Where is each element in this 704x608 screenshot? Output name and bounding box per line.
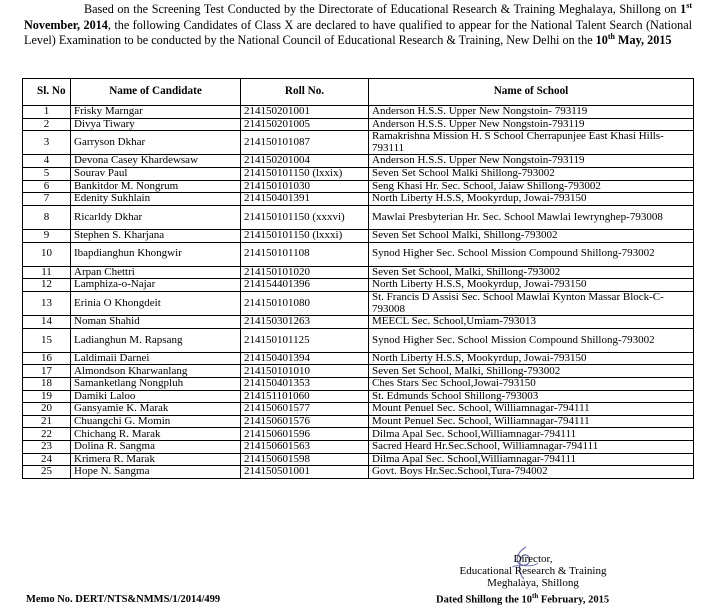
cell-school: Mawlai Presbyterian Hr. Sec. School Mawlai Iewrynghep-793008 <box>369 205 694 229</box>
cell-school: Anderson H.S.S. Upper New Nongstoin-793119 <box>369 118 694 131</box>
cell-roll: 214150601598 <box>241 453 369 466</box>
table-row <box>23 131 694 155</box>
intro-text-1: Based on the Screening Test Conducted by the Directorate of Educational Research & Training Meghalaya, Shillong on <box>84 2 681 16</box>
cell-school: Seven Set School Malki Shillong-793002 <box>369 167 694 180</box>
cell-roll: 214150201001 <box>241 106 369 119</box>
table-body <box>23 106 694 479</box>
cell-name: Gansyamie K. Marak <box>71 403 241 416</box>
cell-sl: 8 <box>23 205 71 229</box>
cell-school: Synod Higher Sec. School Mission Compound Shillong-793002 <box>369 242 694 266</box>
cell-roll: 214150401391 <box>241 193 369 206</box>
dated-sup: th <box>531 592 539 600</box>
header-roll-no: Roll No. <box>241 79 369 106</box>
cell-roll: 214150601577 <box>241 403 369 416</box>
cell-sl: 19 <box>23 390 71 403</box>
table-row <box>23 390 694 403</box>
table-row <box>23 193 694 206</box>
cell-roll: 214150101150 (lxxxi) <box>241 229 369 242</box>
intro-date2-rest: May, 2015 <box>614 33 672 47</box>
cell-sl: 10 <box>23 242 71 266</box>
cell-sl: 21 <box>23 415 71 428</box>
cell-sl: 25 <box>23 466 71 479</box>
table-row <box>23 403 694 416</box>
cell-roll: 214150101087 <box>241 131 369 155</box>
table-row <box>23 118 694 131</box>
table-header-row <box>23 79 694 106</box>
cell-name: Sourav Paul <box>71 167 241 180</box>
header-candidate-name: Name of Candidate <box>71 79 241 106</box>
intro-date1-sup: st <box>686 0 692 10</box>
cell-roll: 214150301263 <box>241 316 369 329</box>
cell-sl: 11 <box>23 266 71 279</box>
table-row <box>23 415 694 428</box>
cell-name: Dolina R. Sangma <box>71 441 241 454</box>
header-sl-no: Sl. No <box>23 79 71 106</box>
cell-name: Edenity Sukhlain <box>71 193 241 206</box>
cell-sl: 14 <box>23 316 71 329</box>
cell-name: Bankitdor M. Nongrum <box>71 180 241 193</box>
cell-roll: 214150101080 <box>241 291 369 315</box>
cell-roll: 214150101010 <box>241 365 369 378</box>
cell-sl: 3 <box>23 131 71 155</box>
cell-school: St. Francis D Assisi Sec. School Mawlai Kynton Massar Block-C-793008 <box>369 291 694 315</box>
table-row <box>23 242 694 266</box>
cell-school: Dilma Apal Sec. School,Williamnagar-794111 <box>369 428 694 441</box>
cell-roll: 214150601596 <box>241 428 369 441</box>
cell-name: Laldimaii Darnei <box>71 352 241 365</box>
table-row <box>23 106 694 119</box>
cell-sl: 18 <box>23 378 71 391</box>
table-row <box>23 229 694 242</box>
cell-name: Divya Tiwary <box>71 118 241 131</box>
cell-roll: 214150101125 <box>241 328 369 352</box>
cell-sl: 5 <box>23 167 71 180</box>
dated-pre: Dated Shillong the 10 <box>436 594 532 606</box>
cell-sl: 15 <box>23 328 71 352</box>
cell-name: Lamphiza-o-Najar <box>71 279 241 292</box>
table-row <box>23 466 694 479</box>
table-row <box>23 428 694 441</box>
cell-name: Hope N. Sangma <box>71 466 241 479</box>
cell-school: Synod Higher Sec. School Mission Compound Shillong-793002 <box>369 328 694 352</box>
cell-school: Ramakrishna Mission H. S School Cherrapunjee East Khasi Hills-793111 <box>369 131 694 155</box>
cell-roll: 214150601563 <box>241 441 369 454</box>
cell-school: Sacred Heard Hr.Sec.School, Williamnagar-794111 <box>369 441 694 454</box>
table-row <box>23 378 694 391</box>
cell-school: North Liberty H.S.S, Mookyrdup, Jowai-793150 <box>369 279 694 292</box>
cell-school: Govt. Boys Hr.Sec.School,Tura-794002 <box>369 466 694 479</box>
cell-school: Mount Penuel Sec. School, Williamnagar-794111 <box>369 403 694 416</box>
cell-sl: 6 <box>23 180 71 193</box>
cell-name: Arpan Chettri <box>71 266 241 279</box>
cell-name: Ibapdianghun Khongwir <box>71 242 241 266</box>
cell-roll: 214150101030 <box>241 180 369 193</box>
table-row <box>23 453 694 466</box>
cell-name: Stephen S. Kharjana <box>71 229 241 242</box>
cell-roll: 214150501001 <box>241 466 369 479</box>
cell-school: Seven Set School, Malki, Shillong-793002 <box>369 365 694 378</box>
cell-sl: 20 <box>23 403 71 416</box>
cell-sl: 2 <box>23 118 71 131</box>
cell-school: Anderson H.S.S. Upper New Nongstoin-793119 <box>369 155 694 168</box>
table-row <box>23 328 694 352</box>
cell-name: Garryson Dkhar <box>71 131 241 155</box>
table-row <box>23 365 694 378</box>
cell-name: Ricarldy Dkhar <box>71 205 241 229</box>
table-row <box>23 167 694 180</box>
cell-sl: 24 <box>23 453 71 466</box>
intro-date2-sup: th <box>607 31 615 41</box>
cell-school: St. Edmunds School Shillong-793003 <box>369 390 694 403</box>
cell-roll: 214150401353 <box>241 378 369 391</box>
cell-school: Dilma Apal Sec. School,Williamnagar-794111 <box>369 453 694 466</box>
cell-roll: 214150101150 (lxxix) <box>241 167 369 180</box>
cell-roll: 214150101150 (xxxvi) <box>241 205 369 229</box>
cell-roll: 214150401394 <box>241 352 369 365</box>
cell-sl: 22 <box>23 428 71 441</box>
cell-sl: 23 <box>23 441 71 454</box>
cell-name: Devona Casey Khardewsaw <box>71 155 241 168</box>
table-row <box>23 205 694 229</box>
signature-block <box>448 553 618 589</box>
table-row <box>23 352 694 365</box>
cell-roll: 214151101060 <box>241 390 369 403</box>
cell-sl: 16 <box>23 352 71 365</box>
cell-school: Seng Khasi Hr. Sec. School, Jaiaw Shillong-793002 <box>369 180 694 193</box>
cell-name: Noman Shahid <box>71 316 241 329</box>
signature-line-1: Director, <box>513 553 553 565</box>
cell-name: Chichang R. Marak <box>71 428 241 441</box>
cell-school: North Liberty H.S.S, Mookyrdup, Jowai-793150 <box>369 193 694 206</box>
cell-school: Mount Penuel Sec. School, Williamnagar-794111 <box>369 415 694 428</box>
cell-roll: 214150101020 <box>241 266 369 279</box>
cell-sl: 1 <box>23 106 71 119</box>
cell-roll: 214150201004 <box>241 155 369 168</box>
table-row <box>23 316 694 329</box>
candidates-table <box>22 78 694 479</box>
table-row <box>23 155 694 168</box>
cell-school: North Liberty H.S.S, Mookyrdup, Jowai-793150 <box>369 352 694 365</box>
table-row <box>23 441 694 454</box>
cell-roll: 214154401396 <box>241 279 369 292</box>
cell-name: Ladianghun M. Rapsang <box>71 328 241 352</box>
cell-name: Erinia O Khongdeit <box>71 291 241 315</box>
cell-sl: 13 <box>23 291 71 315</box>
table-row <box>23 180 694 193</box>
intro-text-2: , the following Candidates of Class X are declared to have qualified to appear for the National Talent Search (National Level) Examination to be conducted by the National Council of Educational Research & Training, New Delhi on the <box>24 17 692 47</box>
dated-line <box>436 592 609 606</box>
cell-roll: 214150201005 <box>241 118 369 131</box>
table-row <box>23 279 694 292</box>
intro-date1: 1 <box>680 2 687 16</box>
intro-paragraph <box>24 2 692 49</box>
cell-name: Frisky Marngar <box>71 106 241 119</box>
cell-roll: 214150101108 <box>241 242 369 266</box>
cell-name: Almondson Kharwanlang <box>71 365 241 378</box>
dated-post: February, 2015 <box>538 594 610 606</box>
cell-school: Anderson H.S.S. Upper New Nongstoin- 793119 <box>369 106 694 119</box>
cell-sl: 7 <box>23 193 71 206</box>
cell-sl: 4 <box>23 155 71 168</box>
cell-school: Seven Set School, Malki, Shillong-793002 <box>369 266 694 279</box>
cell-school: MEECL Sec. School,Umiam-793013 <box>369 316 694 329</box>
intro-date1-rest: November, 2014 <box>24 17 108 32</box>
cell-name: Damiki Laloo <box>71 390 241 403</box>
intro-date2: 10 <box>595 33 608 47</box>
cell-name: Krimera R. Marak <box>71 453 241 466</box>
cell-name: Samanketlang Nongpluh <box>71 378 241 391</box>
cell-name: Chuangchi G. Momin <box>71 415 241 428</box>
cell-school: Ches Stars Sec School,Jowai-793150 <box>369 378 694 391</box>
cell-sl: 17 <box>23 365 71 378</box>
signature-line-2: Educational Research & Training <box>459 565 607 577</box>
cell-sl: 12 <box>23 279 71 292</box>
memo-number: Memo No. DERT/NTS&NMMS/1/2014/499 <box>26 594 221 605</box>
signature-line-3: Meghalaya, Shillong <box>487 577 579 589</box>
cell-roll: 214150601576 <box>241 415 369 428</box>
header-school-name: Name of School <box>369 79 694 106</box>
table-row <box>23 266 694 279</box>
table-row <box>23 291 694 315</box>
cell-sl: 9 <box>23 229 71 242</box>
cell-school: Seven Set School Malki, Shillong-793002 <box>369 229 694 242</box>
